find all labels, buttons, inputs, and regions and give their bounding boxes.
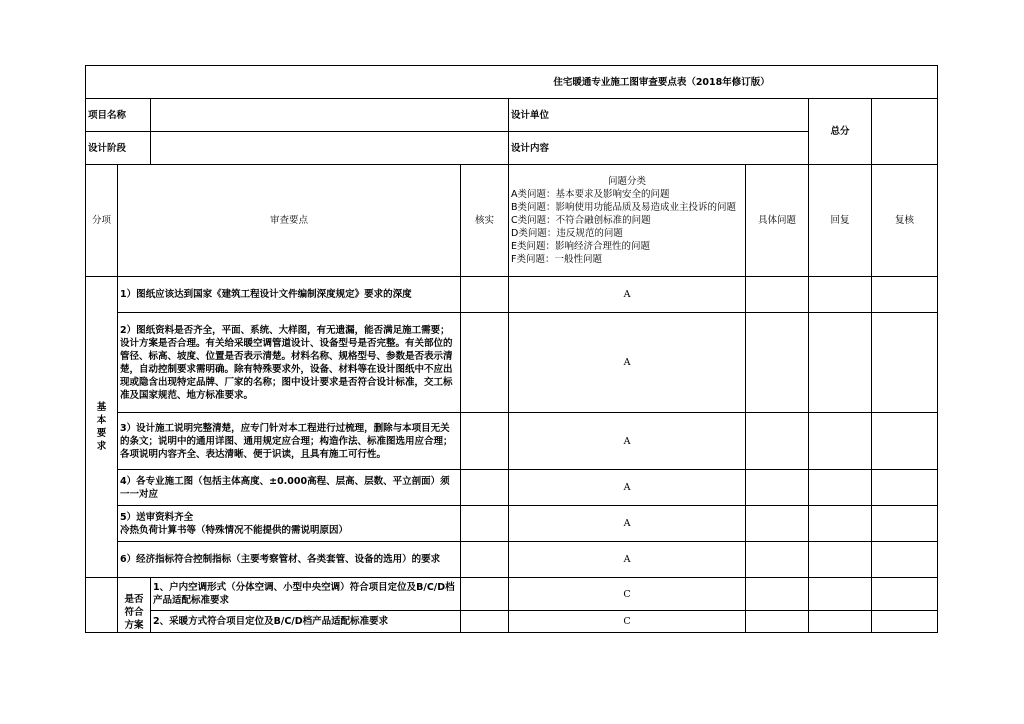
section-basic-char: 要 — [96, 428, 107, 439]
category-title: 问题分类 — [607, 176, 646, 187]
verify-cell[interactable] — [461, 578, 509, 611]
recheck-cell[interactable] — [872, 506, 938, 542]
header-verify: 核实 — [461, 165, 509, 277]
section-basic-char: 求 — [96, 441, 107, 452]
specific-issue-cell[interactable] — [746, 470, 809, 506]
design-content-label-text: 设计内容 — [511, 142, 550, 154]
section-basic-label — [86, 277, 118, 578]
reply-cell[interactable] — [809, 413, 872, 470]
table-row — [86, 277, 938, 313]
category-b: B类问题：影响使用功能品质及易造成业主投诉的问题 — [511, 202, 737, 213]
header-category — [509, 165, 746, 277]
table-row — [86, 413, 938, 470]
recheck-cell[interactable] — [872, 413, 938, 470]
project-name-value[interactable] — [151, 99, 509, 132]
category-mark: A — [509, 506, 746, 542]
review-point: 6）经济指标符合控制指标（主要考察管材、各类套管、设备的选用）的要求 — [118, 542, 461, 578]
verify-cell[interactable] — [461, 506, 509, 542]
reply-cell[interactable] — [809, 506, 872, 542]
category-c: C类问题：不符合融创标准的问题 — [511, 215, 651, 226]
category-f: F类问题：一般性问题 — [511, 254, 602, 265]
category-mark: A — [509, 542, 746, 578]
recheck-cell[interactable] — [872, 578, 938, 611]
category-mark: A — [509, 313, 746, 413]
review-point: 1、户内空调形式（分体空调、小型中央空调）符合项目定位及B/C/D档产品适配标准要求 — [151, 578, 461, 611]
verify-cell[interactable] — [461, 313, 509, 413]
section-basic-char: 基 — [96, 402, 107, 413]
specific-issue-cell[interactable] — [746, 611, 809, 633]
sheet-title: 住宅暖通专业施工图审查要点表（2018年修订版） — [553, 76, 770, 88]
total-score-label: 总分 — [809, 99, 872, 165]
design-unit-label-text: 设计单位 — [511, 109, 550, 121]
category-e: E类问题：影响经济合理性的问题 — [511, 241, 651, 252]
table-row — [86, 506, 938, 542]
table-row — [86, 611, 938, 633]
review-point: 5）送审资料齐全 冷热负荷计算书等（特殊情况不能提供的需说明原因） — [118, 506, 461, 542]
design-content-label — [509, 132, 746, 165]
table-row — [86, 578, 938, 611]
specific-issue-cell[interactable] — [746, 542, 809, 578]
reply-cell[interactable] — [809, 578, 872, 611]
category-a: A类问题：基本要求及影响安全的问题 — [511, 189, 670, 200]
sheet-title-cell — [86, 66, 938, 99]
review-table — [85, 65, 938, 633]
category-mark: A — [509, 277, 746, 313]
verify-cell[interactable] — [461, 611, 509, 633]
category-mark: C — [509, 578, 746, 611]
header-specific-issue: 具体问题 — [746, 165, 809, 277]
verify-cell[interactable] — [461, 542, 509, 578]
design-unit-label — [509, 99, 746, 132]
category-d: D类问题：违反规范的问题 — [511, 228, 623, 239]
verify-cell[interactable] — [461, 470, 509, 506]
recheck-cell[interactable] — [872, 470, 938, 506]
table-row — [86, 542, 938, 578]
review-point: 2）图纸资料是否齐全，平面、系统、大样图，有无遗漏，能否满足施工需要；设计方案是否合理。有关给采暖空调管道设计、设备型号是否完整。有关部位的管径、标高、坡度、位置是否表示清楚。材料名称、规格型号、参数是否表示清楚，自动控制要求需明确。除有特殊要求外，设备、材料等在设计图纸中不应出现或隐含出现特定品牌、厂家的名称；图中设计要求是否符合设计标准，交工标准及国家规范、地方标准要求。 — [118, 313, 461, 413]
review-point: 2、采暖方式符合项目定位及B/C/D档产品适配标准要求 — [151, 611, 461, 633]
review-point: 3）设计施工说明完整清楚，应专门针对本工程进行过梳理，删除与本项目无关的条文；说明中的通用详图、通用规定应合理；构造作法、标准图选用应合理；各项说明内容齐全、表达清晰、便于识读，且具有施工可行性。 — [118, 413, 461, 470]
verify-cell[interactable] — [461, 277, 509, 313]
verify-cell[interactable] — [461, 413, 509, 470]
category-mark: A — [509, 413, 746, 470]
recheck-cell[interactable] — [872, 277, 938, 313]
recheck-cell[interactable] — [872, 611, 938, 633]
specific-issue-cell[interactable] — [746, 313, 809, 413]
reply-cell[interactable] — [809, 470, 872, 506]
recheck-cell[interactable] — [872, 313, 938, 413]
header-recheck: 复核 — [872, 165, 938, 277]
design-stage-label: 设计阶段 — [86, 132, 151, 165]
project-name-label: 项目名称 — [86, 99, 151, 132]
design-unit-value[interactable] — [746, 99, 809, 132]
reply-cell[interactable] — [809, 542, 872, 578]
review-point: 1）图纸应该达到国家《建筑工程设计文件编制深度规定》要求的深度 — [118, 277, 461, 313]
section-scheme-spacer — [86, 578, 118, 633]
specific-issue-cell[interactable] — [746, 413, 809, 470]
reply-cell[interactable] — [809, 611, 872, 633]
category-mark: A — [509, 470, 746, 506]
header-item: 分项 — [86, 165, 118, 277]
specific-issue-cell[interactable] — [746, 578, 809, 611]
header-reply: 回复 — [809, 165, 872, 277]
specific-issue-cell[interactable] — [746, 506, 809, 542]
section-scheme-char: 是否 — [124, 594, 144, 605]
header-points: 审查要点 — [118, 165, 461, 277]
section-scheme-char: 方案 — [124, 620, 144, 631]
review-point: 4）各专业施工图（包括主体高度、±0.000高程、层高、层数、平立剖面）须一一对应 — [118, 470, 461, 506]
design-content-value[interactable] — [746, 132, 809, 165]
review-sheet — [85, 65, 937, 635]
design-stage-value[interactable] — [151, 132, 509, 165]
table-row — [86, 313, 938, 413]
total-score-value[interactable] — [872, 99, 938, 165]
category-mark: C — [509, 611, 746, 633]
section-basic-char: 本 — [96, 415, 107, 426]
recheck-cell[interactable] — [872, 542, 938, 578]
section-scheme-label — [118, 578, 151, 633]
reply-cell[interactable] — [809, 277, 872, 313]
table-row — [86, 470, 938, 506]
reply-cell[interactable] — [809, 313, 872, 413]
section-scheme-char: 符合 — [124, 607, 144, 618]
specific-issue-cell[interactable] — [746, 277, 809, 313]
